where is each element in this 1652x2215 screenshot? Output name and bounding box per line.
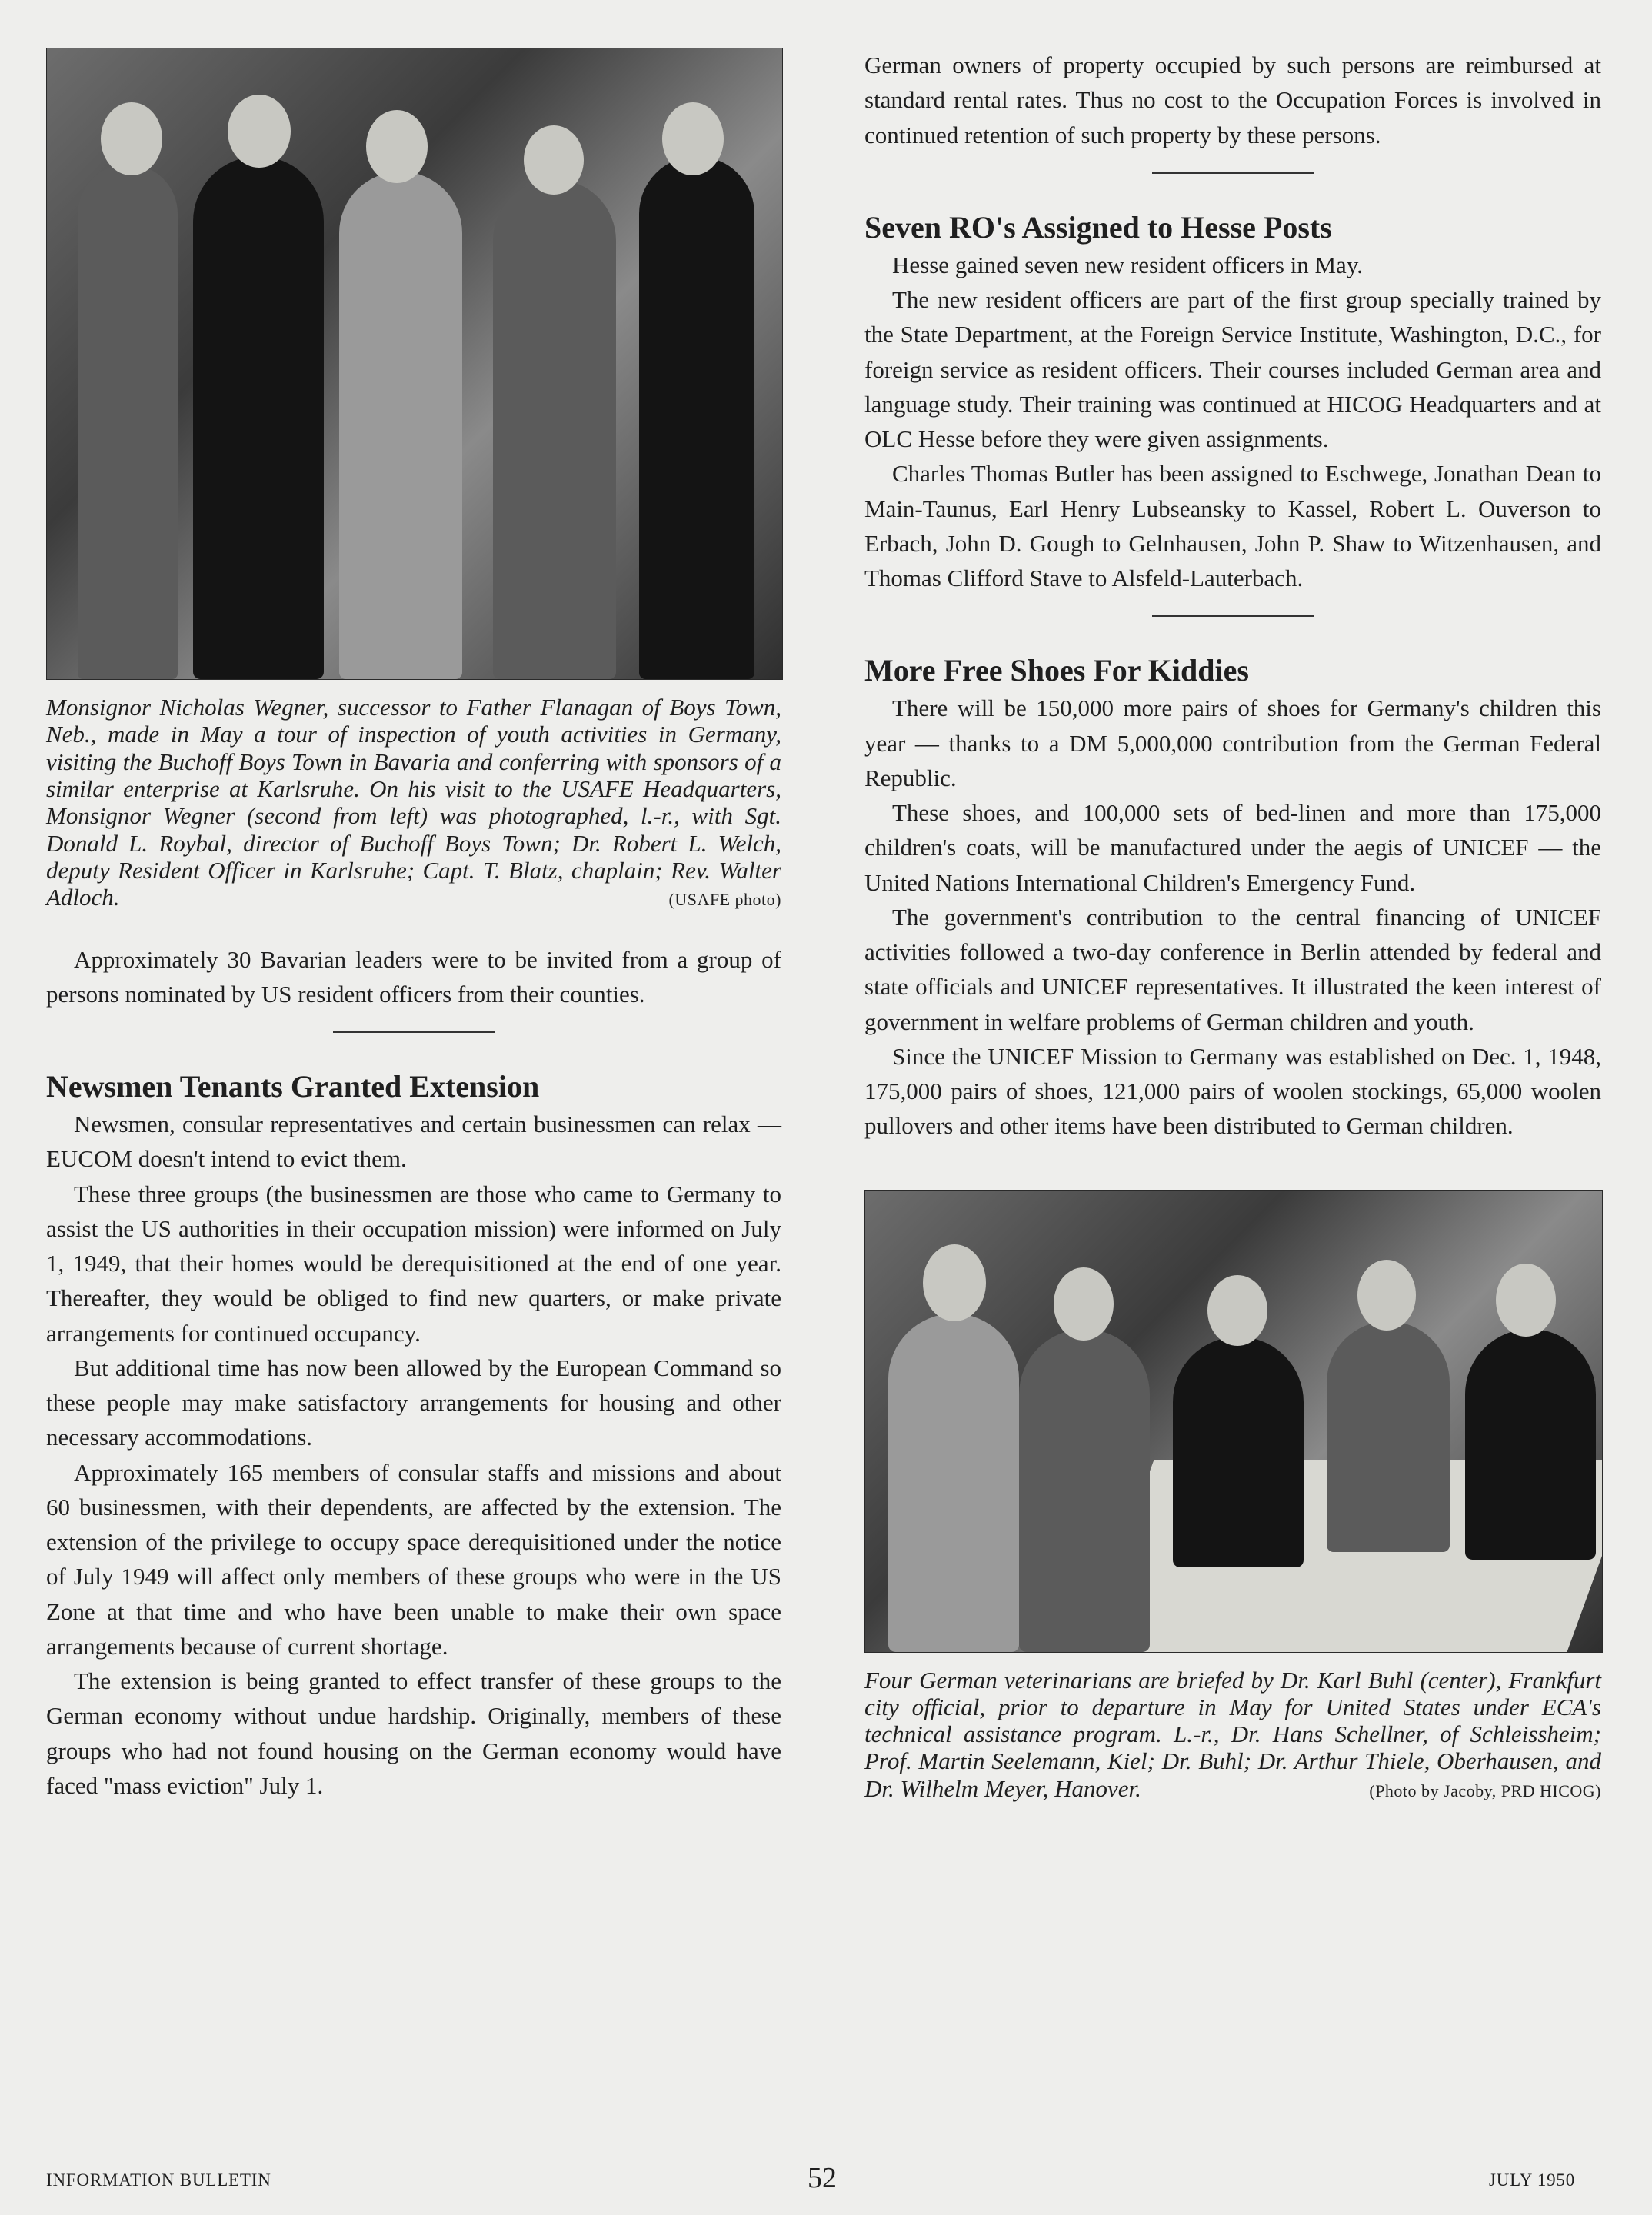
article-paragraph: There will be 150,000 more pairs of shoes for Germany's children this year — thanks to a DM 5,000,000 contribution from the German Federal Republic.	[864, 694, 1601, 791]
section-divider	[1152, 615, 1314, 617]
photo-head	[228, 95, 291, 168]
photo-figure	[888, 1314, 1019, 1652]
article-heading-newsmen: Newsmen Tenants Granted Extension	[46, 1069, 540, 1104]
section-divider	[333, 1031, 495, 1033]
photo2-caption-text: Four German veterinarians are briefed by Dr. Karl Buhl (center), Frankfurt city official, prior to departure in May for United States under ECA's technical assistance program. L.-r., Dr. Hans Schellner, of Schleissheim; Prof. Martin Seelemann, Kiel; Dr. Buhl; Dr. Arthur Thiele, Oberhausen, and Dr. Wilhelm Meyer, Hanover.	[864, 1666, 1601, 1802]
continued-paragraph: German owners of property occupied by such persons are reimbursed at standard rental rates. Thus no cost to the Occupation Forces is involved in continued retention of such property by these persons.	[864, 52, 1601, 148]
article-paragraph: The new resident officers are part of the first group specially trained by the State Department, at the Foreign Service Institute, Washington, D.C., for foreign service as resident officers. Their courses included German area and language study. Their training was continued at HICOG Headquarters and at OLC Hesse before they were given assignments.	[864, 286, 1601, 452]
photo-veterinarians	[864, 1190, 1603, 1653]
photo-head	[923, 1244, 986, 1321]
article-paragraph: These three groups (the businessmen are those who came to Germany to assist the US authorities in their occupation mission) were informed on July 1, 1949, that their homes would be derequisitioned at the end of one year. Thereafter, they would be obliged to find new quarters, or make private arrangements for continued occupancy.	[46, 1180, 781, 1347]
photo-head	[662, 102, 724, 175]
article-paragraph: The extension is being granted to effect transfer of these groups to the German economy without undue hardship. Originally, members of these groups who had not found housing on the German economy would have faced "mass eviction" July 1.	[46, 1667, 781, 1799]
photo-figure	[1173, 1337, 1304, 1567]
footer-publication: INFORMATION BULLETIN	[46, 2170, 271, 2190]
article-heading-shoes: More Free Shoes For Kiddies	[864, 653, 1249, 688]
photo1-credit: (USAFE photo)	[668, 890, 781, 910]
photo-figure	[78, 164, 178, 679]
article-paragraph: But additional time has now been allowed by the European Command so these people may make satisfactory arrangements for housing and other necessary accommodations.	[46, 1354, 781, 1451]
footer-date: JULY 1950	[1489, 2170, 1576, 2190]
photo-head	[1054, 1267, 1114, 1341]
photo-head	[101, 102, 162, 175]
photo-head	[1207, 1275, 1267, 1346]
photo-head	[524, 125, 584, 195]
photo1-caption-text: Monsignor Nicholas Wegner, successor to Father Flanagan of Boys Town, Neb., made in May a tour of inspection of youth activities in Germany, visiting the Buchoff Boys Town in Bavaria and conferring with sponsors of a similar enterprise at Karlsruhe. On his visit to the USAFE Headquarters, Monsignor Wegner (second from left) was photographed, l.-r., with Sgt. Donald L. Roybal, director of Buchoff Boys Town; Dr. Robert L. Welch, deputy Resident Officer in Karlsruhe; Capt. T. Blatz, chaplain; Rev. Walter Adloch.	[46, 694, 781, 911]
photo2-credit: (Photo by Jacoby, PRD HICOG)	[1369, 1780, 1601, 1800]
footer-page-number: 52	[808, 2162, 837, 2194]
right-column	[864, 48, 1601, 1802]
photo-figure	[1327, 1321, 1450, 1552]
photo-head	[366, 110, 428, 183]
photo1-caption	[46, 694, 781, 911]
section-divider	[1152, 172, 1314, 174]
photo-head	[1496, 1264, 1556, 1337]
article-paragraph: The government's contribution to the central financing of UNICEF activities followed a two-day conference in Berlin attended by federal and state officials and UNICEF representatives. It illustrated the keen interest of government in welfare problems of German children and youth.	[864, 903, 1601, 1035]
photo-figure	[1465, 1329, 1596, 1560]
article-paragraph: Hesse gained seven new resident officers in May.	[892, 251, 1364, 278]
article-paragraph: These shoes, and 100,000 sets of bed-linen and more than 175,000 children's coats, will be manufactured under the aegis of UNICEF — the United Nations International Children's Emergency Fund.	[864, 799, 1601, 896]
photo-figure	[339, 172, 462, 679]
photo-figure	[1019, 1329, 1150, 1652]
article-paragraph: Newsmen, consular representatives and certain businessmen can relax — EUCOM doesn't intend to evict them.	[46, 1111, 781, 1173]
article-paragraph: Since the UNICEF Mission to Germany was established on Dec. 1, 1948, 175,000 pairs of shoes, 121,000 pairs of woolen stockings, 65,000 woolen pullovers and other items have been distributed to German children.	[864, 1042, 1601, 1140]
photo-figure	[639, 156, 754, 679]
photo-figure	[193, 156, 324, 679]
article-paragraph: Approximately 165 members of consular staffs and missions and about 60 businessmen, with their dependents, are affected by the extension. The extension of the privilege to occupy space derequisitioned under the notice of July 1949 will affect only members of these groups who were in the US Zone at that time and who have been unable to make their own space arrangements because of current shortage.	[46, 1458, 781, 1660]
article-heading-hesse: Seven RO's Assigned to Hesse Posts	[864, 209, 1332, 245]
left-column	[46, 48, 781, 1803]
photo2-caption	[864, 1667, 1601, 1803]
photo-head	[1357, 1260, 1416, 1331]
photo-figure	[493, 179, 616, 679]
intro-paragraph: Approximately 30 Bavarian leaders were to be invited from a group of persons nominated by US resident officers from their counties.	[46, 945, 781, 1008]
article-paragraph: Charles Thomas Butler has been assigned to Eschwege, Jonathan Dean to Main-Taunus, Earl Henry Lubseansky to Kassel, Robert L. Ouverson to Erbach, John D. Gough to Gelnhausen, John P. Shaw to Witzenhausen, and Thomas Clifford Stave to Alsfeld-Lauterbach.	[864, 460, 1601, 591]
photo-wegner-group	[46, 48, 783, 680]
